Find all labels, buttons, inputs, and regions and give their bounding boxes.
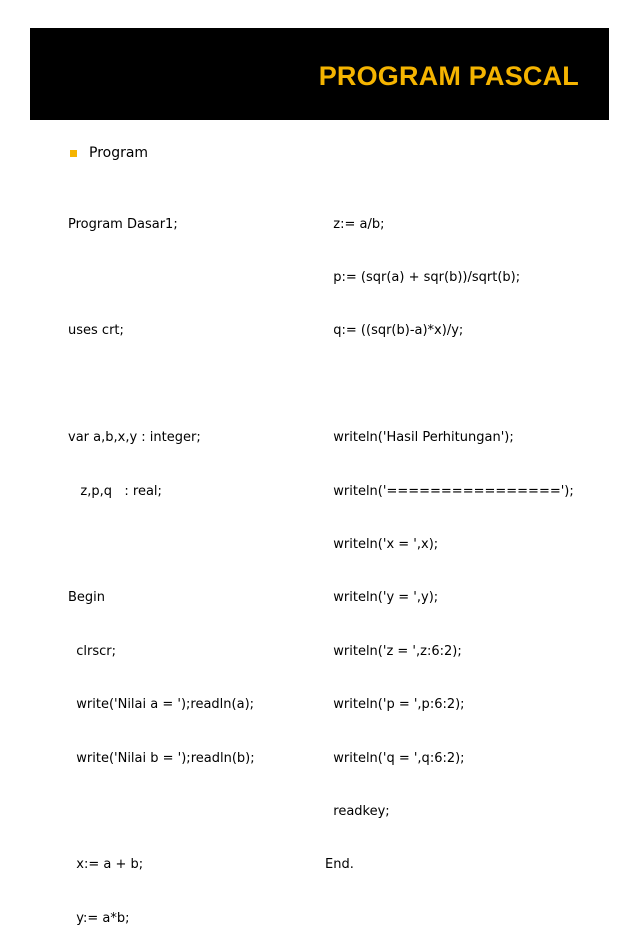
square-bullet-icon — [70, 150, 77, 157]
code-line: readkey; — [325, 803, 390, 819]
code-line: writeln('Hasil Perhitungan'); — [325, 430, 514, 446]
code-line: writeln('q = ',q:6:2); — [325, 750, 465, 766]
code-line: z:= a/b; — [325, 216, 385, 232]
code-line: writeln('p = ',p:6:2); — [325, 697, 465, 713]
slide-title: PROGRAM PASCAL — [318, 61, 579, 91]
code-line — [68, 536, 255, 554]
code-line — [325, 376, 574, 394]
code-line: End. — [325, 857, 354, 873]
code-line: p:= (sqr(a) + sqr(b))/sqrt(b); — [325, 269, 521, 285]
code-column-right — [325, 180, 574, 892]
code-line: writeln('================'); — [325, 483, 574, 499]
code-line — [68, 376, 255, 394]
code-line: x:= a + b; — [68, 857, 144, 873]
code-column-left — [68, 180, 255, 945]
code-line: writeln('x = ',x); — [325, 536, 439, 552]
code-line: y:= a*b; — [68, 910, 130, 926]
code-line — [68, 269, 255, 287]
code-line: z,p,q : real; — [68, 483, 162, 499]
code-line: writeln('z = ',z:6:2); — [325, 643, 462, 659]
code-line: var a,b,x,y : integer; — [68, 430, 201, 446]
title-bar — [30, 28, 609, 120]
code-line: write('Nilai a = ');readln(a); — [68, 697, 255, 713]
bullet-label: Program — [89, 145, 149, 161]
bullet-item — [70, 144, 148, 163]
code-line: clrscr; — [68, 643, 117, 659]
code-line: Begin — [68, 590, 106, 606]
code-line: q:= ((sqr(b)-a)*x)/y; — [325, 323, 464, 339]
code-line: uses crt; — [68, 323, 124, 339]
code-line: Program Dasar1; — [68, 216, 178, 232]
code-line — [68, 803, 255, 821]
code-line: write('Nilai b = ');readln(b); — [68, 750, 255, 766]
code-line: writeln('y = ',y); — [325, 590, 439, 606]
